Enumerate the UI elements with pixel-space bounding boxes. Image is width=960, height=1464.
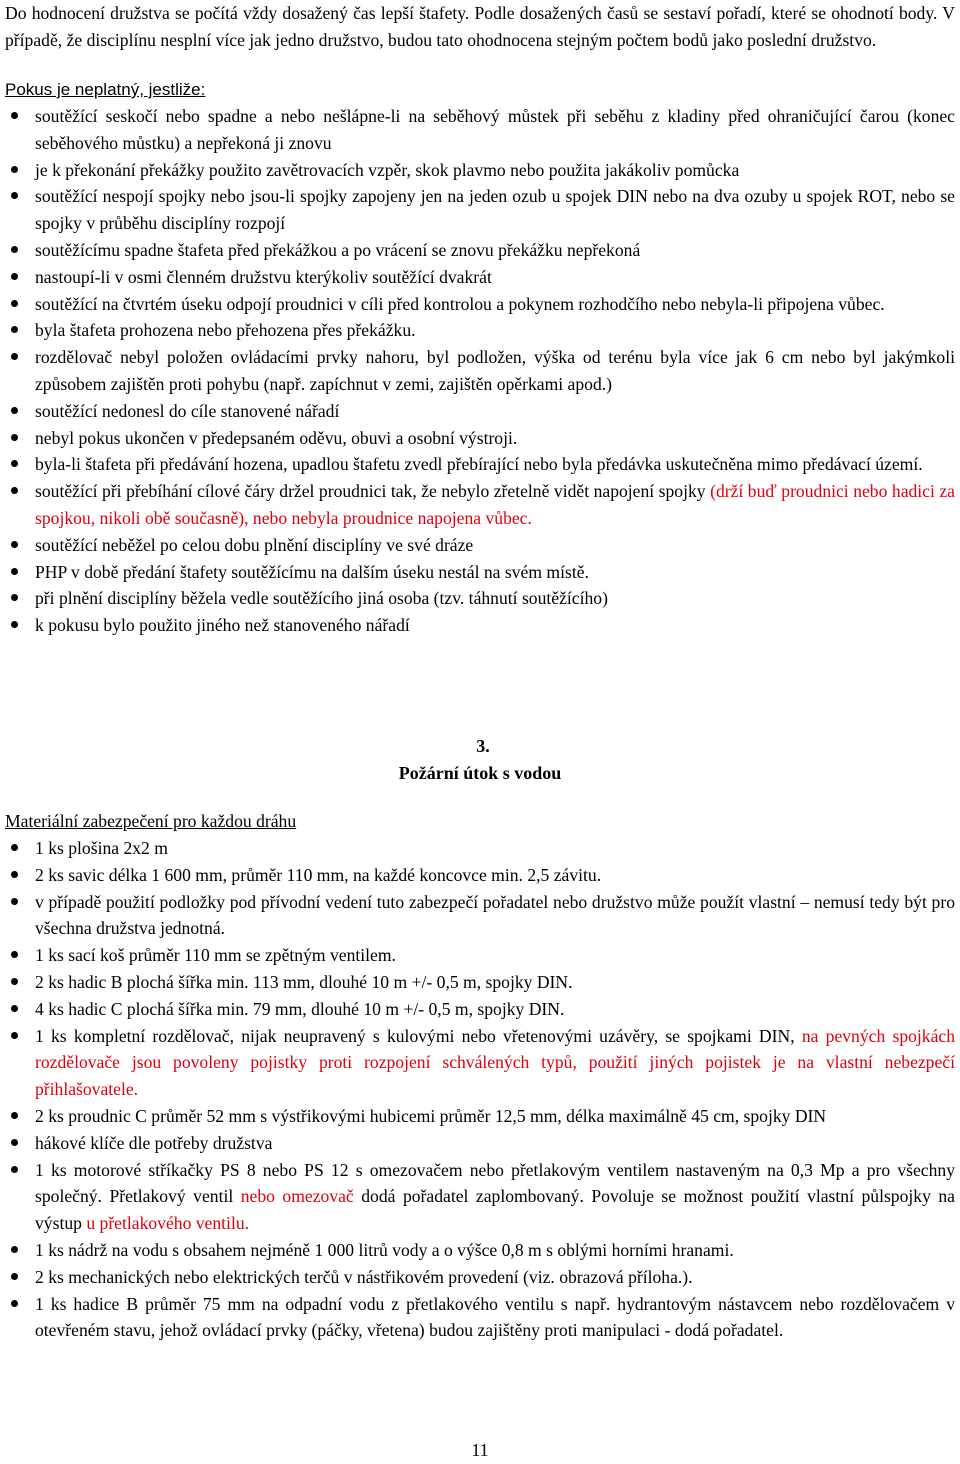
list-item: byla-li štafeta při předávání hozena, upadlou štafetu zvedl přebírající nebo byla předávka uskutečněna mimo předávací území. xyxy=(5,451,955,478)
list-item: nastoupí-li v osmi členném družstvu kterýkoliv soutěžící dvakrát xyxy=(5,264,955,291)
list-item: soutěžící nespojí spojky nebo jsou-li spojky zapojeny jen na jeden ozub u spojek DIN nebo na dva ozuby u spojek ROT, nebo se spojky v průběhu disciplíny rozpojí xyxy=(5,183,955,237)
list-item-spojky xyxy=(5,478,955,532)
list-item: soutěžící nedonesl do cíle stanovené nářadí xyxy=(5,398,955,425)
list-item: nebyl pokus ukončen v předepsaném oděvu, obuvi a osobní výstroji. xyxy=(5,425,955,452)
invalid-attempt-heading: Pokus je neplatný, jestliže: xyxy=(5,80,206,99)
list-item: 2 ks proudnic C průměr 52 mm s výstřikovými hubicemi průměr 12,5 mm, délka maximálně 45 cm, spojky DIN xyxy=(5,1103,955,1130)
list-item: rozdělovač nebyl položen ovládacími prvky nahoru, byl podložen, výška od terénu byla více jak 6 cm nebo byl jakýmkoli způsobem zajištěn proti pohybu (např. zapíchnut v zemi, zajištěn opěrkami apod.) xyxy=(5,344,955,398)
list-item: 1 ks nádrž na vodu s obsahem nejméně 1 000 litrů vody a o výšce 0,8 m s oblými horními hranami. xyxy=(5,1237,955,1264)
list-item: soutěžícímu spadne štafeta před překážkou a po vrácení se znovu překážku nepřekoná xyxy=(5,237,955,264)
section-number: 3. xyxy=(476,736,490,756)
list-item: 1 ks plošina 2x2 m xyxy=(5,835,955,862)
section-title: Požární útok s vodou xyxy=(398,763,562,783)
list-item-strikacky xyxy=(5,1157,955,1237)
intro-paragraph: Do hodnocení družstva se počítá vždy dosažený čas lepší štafety. Podle dosažených časů se sestaví pořadí, které se ohodnotí body. V případě, že disciplínu nesplní více jak jedno družstvo, budou tato ohodnocena stejným počtem bodů jako poslední družstvo. xyxy=(5,3,955,50)
list-item: v případě použití podložky pod přívodní vedení tuto zabezpečí pořadatel nebo družstvo může použít vlastní – nemusí tedy být pro všechna družstva jednotná. xyxy=(5,889,955,943)
list-item: soutěžící seskočí nebo spadne a nebo nešlápne-li na seběhový můstek při seběhu z kladiny před ohraničující čarou (konec seběhového můstku) a nepřekoná ji znovu xyxy=(5,103,955,157)
list-item: 2 ks mechanických nebo elektrických terčů v nástřikovém provedení (viz. obrazová příloha.). xyxy=(5,1264,955,1291)
list-item: byla štafeta prohozena nebo přehozena přes překážku. xyxy=(5,317,955,344)
strikacky-highlight-1: nebo omezovač xyxy=(240,1186,354,1207)
material-list xyxy=(5,835,955,1344)
invalid-attempt-list xyxy=(5,103,955,639)
rozdelovac-highlight-text: na pevných spojkách rozdělovače jsou povoleny pojistky proti rozpojení schválených typů, použití jiných pojistek je na vlastní nebezpečí přihlašovatele. xyxy=(35,1025,956,1100)
list-item: hákové klíče dle potřeby družstva xyxy=(5,1130,955,1157)
list-item: PHP v době předání štafety soutěžícímu na dalším úseku nestál na svém místě. xyxy=(5,559,955,586)
list-item: soutěžící neběžel po celou dobu plnění disciplíny ve své dráze xyxy=(5,532,955,559)
list-item: 1 ks hadice B průměr 75 mm na odpadní vodu z přetlakového ventilu s např. hydrantovým nástavcem nebo rozdělovačem v otevřeném stavu, jehož ovládací prvky (páčky, vřetena) budou zajištěny proti manipulaci - dodá pořadatel. xyxy=(5,1291,955,1345)
list-item: 2 ks savic délka 1 600 mm, průměr 110 mm, na každé koncovce min. 2,5 závitu. xyxy=(5,862,955,889)
list-item: k pokusu bylo použito jiného než stanoveného nářadí xyxy=(5,612,955,639)
spojky-highlight-text: (drží buď proudnici nebo hadici za spojkou, nikoli obě současně), nebo nebyla proudnice napojena vůbec. xyxy=(35,481,955,528)
list-item: 2 ks hadic B plochá šířka min. 113 mm, dlouhé 10 m +/- 0,5 m, spojky DIN. xyxy=(5,969,955,996)
section-heading xyxy=(5,733,955,787)
list-item: soutěžící na čtvrtém úseku odpojí proudnici v cíli před kontrolou a pokynem rozhodčího nebo nebyla-li připojena vůbec. xyxy=(5,291,955,318)
strikacky-text-2: dodá pořadatel zaplombovaný. Povoluje se možnost použití vlastní půlspojky na výstup xyxy=(35,1186,955,1234)
material-heading: Materiální zabezpečení pro každou dráhu xyxy=(5,811,297,831)
list-item: 1 ks sací koš průměr 110 mm se zpětným ventilem. xyxy=(5,942,955,969)
strikacky-text-1: 1 ks motorové stříkačky PS 8 nebo PS 12 s omezovačem nebo přetlakovým ventilem nastaveným na 0,3 Mp a pro všechny společný. Přetlakový ventil xyxy=(35,1159,955,1207)
list-item: při plnění disciplíny běžela vedle soutěžícího jiná osoba (tzv. táhnutí soutěžícího) xyxy=(5,585,955,612)
page-number: 11 xyxy=(471,1440,489,1460)
list-item: je k překonání překážky použito zavětrovacích vzpěr, skok plavmo nebo použita jakákoliv pomůcka xyxy=(5,157,955,184)
list-item-rozdelovac xyxy=(5,1023,955,1103)
spojky-text: soutěžící při přebíhání cílové čáry držel proudnici tak, že nebylo zřetelně vidět napojení spojky xyxy=(35,481,706,502)
list-item: 4 ks hadic C plochá šířka min. 79 mm, dlouhé 10 m +/- 0,5 m, spojky DIN. xyxy=(5,996,955,1023)
rozdelovac-text: 1 ks kompletní rozdělovač, nijak neupravený s kulovými nebo vřetenovými uzávěry, se spojkami DIN, xyxy=(35,1025,802,1046)
strikacky-highlight-2: u přetlakového ventilu. xyxy=(86,1213,250,1234)
